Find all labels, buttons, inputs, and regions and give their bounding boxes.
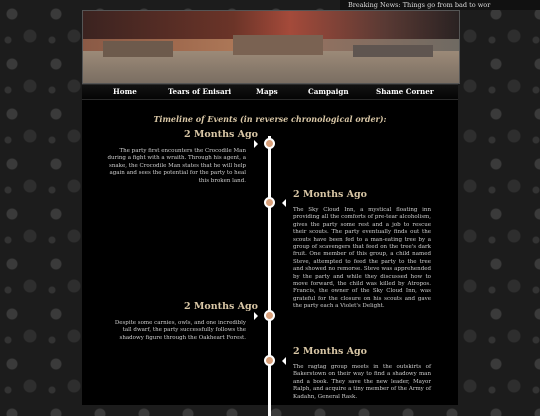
timeline-pointer	[282, 357, 286, 365]
timeline-pointer	[254, 312, 258, 320]
timeline-entry-heading: 2 Months Ago	[184, 301, 258, 312]
timeline-node	[264, 355, 275, 366]
nav-tears-of-enisari[interactable]: Tears of Enisari	[168, 87, 232, 96]
timeline-entry-heading: 2 Months Ago	[293, 346, 367, 357]
timeline-entry-heading: 2 Months Ago	[293, 189, 367, 200]
timeline-entry-text: The ragtag group meets in the outskirts of Bakerstown on their way to find a shadowy man and a book. They save the new leader, Mayor Ralph, and acquire a tiny member of the Army of Kadahn, General Rask.	[293, 364, 431, 400]
header-banner-image	[82, 10, 460, 84]
timeline-content	[82, 100, 458, 405]
timeline-pointer	[254, 140, 258, 148]
news-ticker: Breaking News: Things go from bad to wor	[340, 0, 540, 10]
timeline-node	[264, 310, 275, 321]
main-navigation	[82, 84, 458, 100]
banner-ruin	[233, 35, 323, 55]
nav-home[interactable]: Home	[113, 87, 137, 96]
timeline-node	[264, 138, 275, 149]
nav-campaign[interactable]: Campaign	[308, 87, 349, 96]
timeline-entry-text: Despite some carnies, owls, and one incredibly tall dwarf, the party successfully follows the shadowy figure through the Oakheart Forest.	[114, 320, 246, 341]
timeline-title: Timeline of Events (in reverse chronological order):	[153, 114, 387, 124]
nav-maps[interactable]: Maps	[256, 87, 278, 96]
banner-ruin	[353, 45, 433, 57]
timeline-line	[268, 136, 271, 416]
timeline-entry-text: The party first encounters the Crocodile Man during a fight with a wraith. Through his agent, a snake, the Crocodile Man states that he will help again and sees the potential for the party to heal this broken land.	[107, 148, 246, 184]
banner-ruin	[103, 41, 173, 57]
timeline-node	[264, 197, 275, 208]
timeline-entry-heading: 2 Months Ago	[184, 129, 258, 140]
timeline-pointer	[282, 199, 286, 207]
timeline-entry-text: The Sky Cloud Inn, a mystical floating inn providing all the comforts of pre-tear alcoholism, gives the party some rest and a job to rescue their scouts. The party eventually finds out the scouts have been fed to a man-eating tree by a group of scavengers that feed on the tree's dark fruit. One member of this group, a child named Steve, attempted to feed the party to the tree and showed no remorse. Steve was apprehended by the party and while they discussed how to move forward, the child was killed by Atropos. Francis, the owner of the Sky Cloud Inn, was grateful for the closure on his scouts and gave the party each a Violet's Delight.	[293, 207, 431, 310]
nav-shame-corner[interactable]: Shame Corner	[376, 87, 434, 96]
